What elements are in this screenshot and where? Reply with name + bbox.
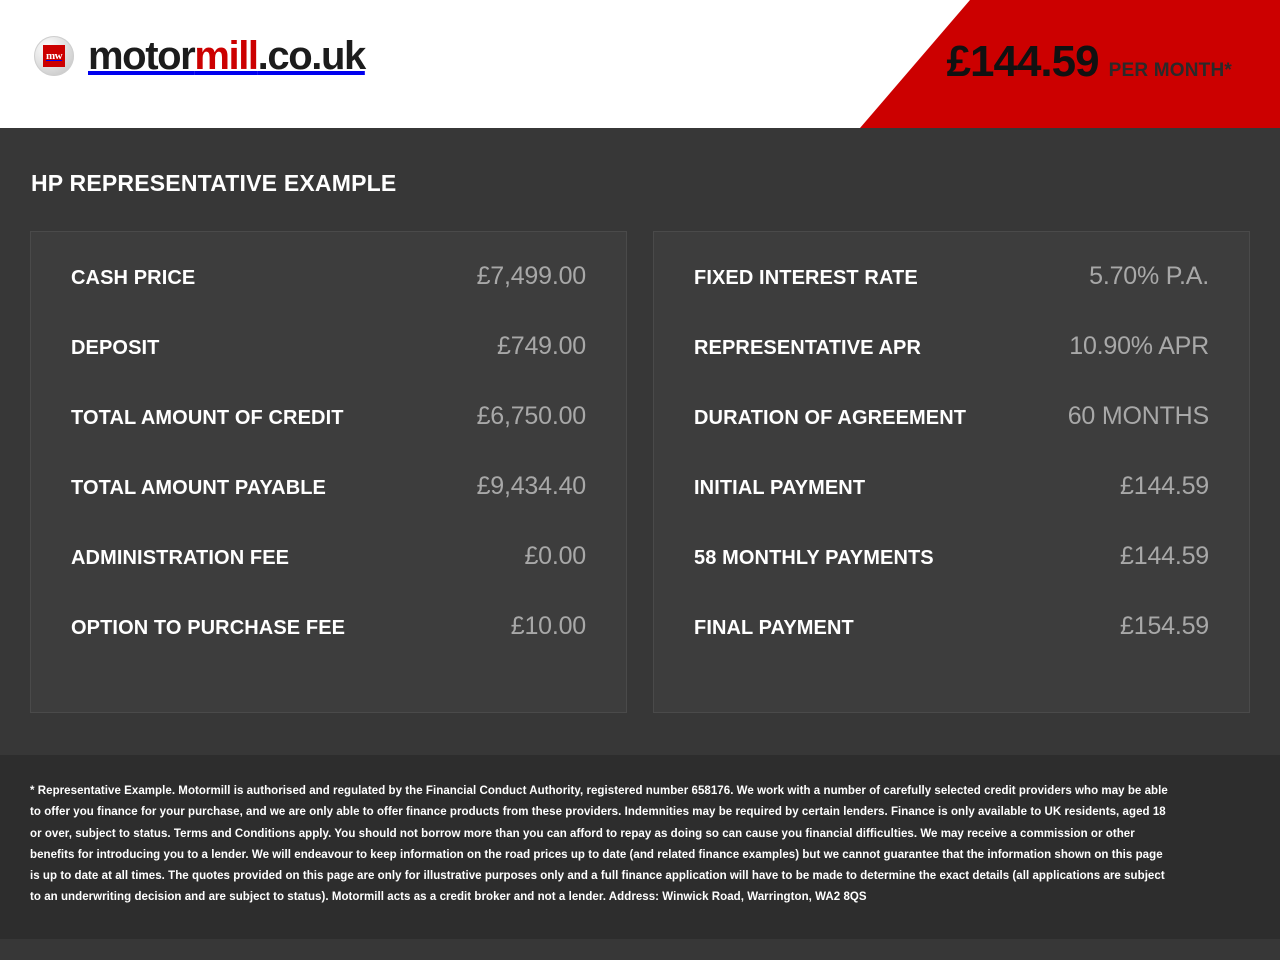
monthly-price-amount: £144.59 bbox=[946, 37, 1099, 86]
row-value: £7,499.00 bbox=[476, 262, 586, 290]
page-footer bbox=[0, 755, 1280, 939]
brand-part-domain: .co.uk bbox=[257, 34, 365, 78]
logo-monogram: mw bbox=[43, 45, 65, 67]
table-row bbox=[71, 332, 586, 402]
brand-wordmark bbox=[88, 36, 365, 76]
row-label: OPTION TO PURCHASE FEE bbox=[71, 617, 346, 639]
brand-part-motor: motor bbox=[88, 34, 195, 78]
row-label: 58 MONTHLY PAYMENTS bbox=[694, 547, 934, 569]
table-row bbox=[694, 402, 1209, 472]
row-label: INITIAL PAYMENT bbox=[694, 477, 866, 499]
row-value: 60 MONTHS bbox=[1067, 402, 1209, 430]
brand-part-mill: mill bbox=[194, 34, 258, 78]
table-row bbox=[71, 402, 586, 472]
page-header bbox=[0, 0, 1280, 128]
finance-details-panels bbox=[30, 231, 1250, 713]
table-row bbox=[694, 542, 1209, 612]
row-label: CASH PRICE bbox=[71, 267, 196, 289]
row-label: TOTAL AMOUNT PAYABLE bbox=[71, 477, 326, 499]
table-row bbox=[71, 612, 586, 682]
row-label: DEPOSIT bbox=[71, 337, 160, 359]
row-value: £10.00 bbox=[510, 612, 586, 640]
row-value: £154.59 bbox=[1120, 612, 1209, 640]
row-label: DURATION OF AGREEMENT bbox=[694, 407, 967, 429]
row-value: £144.59 bbox=[1120, 472, 1209, 500]
monthly-price-suffix: PER MONTH* bbox=[1108, 60, 1232, 81]
table-row bbox=[71, 542, 586, 612]
row-value: £144.59 bbox=[1120, 542, 1209, 570]
motormill-logo-icon bbox=[34, 36, 74, 76]
table-row bbox=[694, 472, 1209, 542]
table-row bbox=[71, 472, 586, 542]
row-value: £749.00 bbox=[497, 332, 586, 360]
row-value: 10.90% APR bbox=[1069, 332, 1209, 360]
disclaimer-text: * Representative Example. Motormill is authorised and regulated by the Financial Conduct Authority, registered number 658176. We work with a number of carefully selected credit providers who may be able to offer you finance for your purchase, and we are only able to offer finance products from these providers. Indemnities may be required by certain lenders. Finance is only available to UK residents, aged 18 or over, subject to status. Terms and Conditions apply. You should not borrow more than you can afford to repay as doing so can cause you financial difficulties. We may receive a commission or other benefits for introducing you to a lender. We will endeavour to keep information on the road prices up to date (and related finance examples) but we cannot guarantee that the information shown on this page is up to date at all times. The quotes provided on this page are only for illustrative purposes only and a full finance application will have to be made to determine the exact details (all applications are subject to an underwriting decision and are subject to status). Motormill acts as a credit broker and not a lender. Address: Winwick Road, Warrington, WA2 8QS bbox=[30, 785, 1168, 904]
row-value: £6,750.00 bbox=[476, 402, 586, 430]
page-title: HP REPRESENTATIVE EXAMPLE bbox=[31, 170, 397, 196]
row-value: £9,434.40 bbox=[476, 472, 586, 500]
row-label: FIXED INTEREST RATE bbox=[694, 267, 918, 289]
table-row bbox=[694, 332, 1209, 402]
monthly-price-callout bbox=[946, 37, 1232, 86]
finance-panel-left bbox=[30, 231, 627, 713]
row-label: TOTAL AMOUNT OF CREDIT bbox=[71, 407, 344, 429]
main-content bbox=[0, 128, 1280, 713]
row-value: 5.70% P.A. bbox=[1089, 262, 1209, 290]
row-label: REPRESENTATIVE APR bbox=[694, 337, 922, 359]
row-label: ADMINISTRATION FEE bbox=[71, 547, 290, 569]
brand-logo-link[interactable] bbox=[34, 36, 365, 76]
row-label: FINAL PAYMENT bbox=[694, 617, 854, 639]
row-value: £0.00 bbox=[524, 542, 586, 570]
finance-panel-right bbox=[653, 231, 1250, 713]
table-row bbox=[71, 262, 586, 332]
table-row bbox=[694, 262, 1209, 332]
table-row bbox=[694, 612, 1209, 682]
